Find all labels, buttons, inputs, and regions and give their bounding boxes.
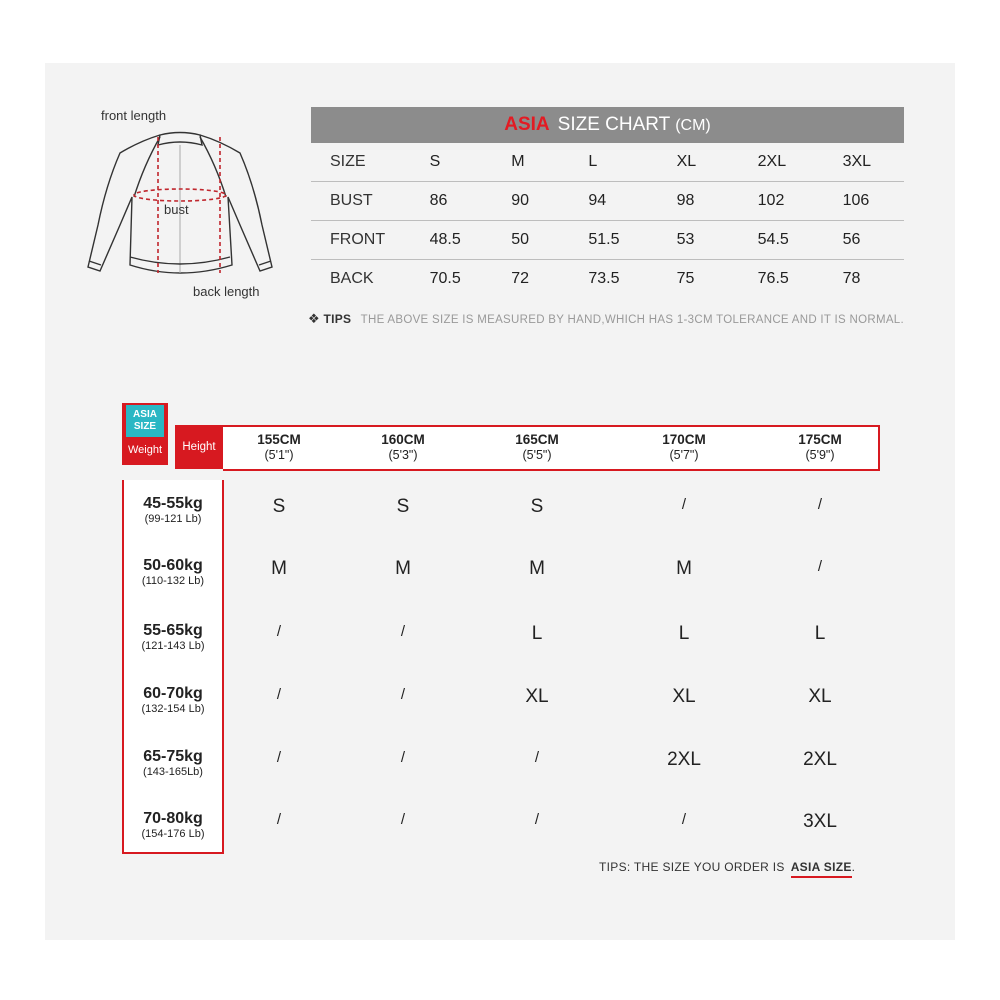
size-chart-row-label: BACK [330, 270, 374, 287]
size-chart-cell: 73.5 [588, 270, 620, 287]
size-chart-cell: 106 [825, 182, 904, 221]
size-grid-cell: / [817, 496, 823, 513]
height-header-cell [348, 432, 458, 462]
size-grid-cell: / [400, 811, 406, 828]
weight-kg: 65-75kg [143, 748, 203, 765]
size-grid-cell: L [531, 623, 543, 644]
weight-lb: (132-154 Lb) [141, 703, 205, 715]
size-grid-cell: / [276, 623, 282, 640]
height-label: Height [175, 425, 223, 469]
size-chart-cell: 78 [842, 270, 861, 287]
height-header-cell [629, 432, 739, 462]
jacket-diagram [80, 105, 280, 305]
order-tips-prefix: TIPS: THE SIZE YOU ORDER IS [599, 860, 785, 874]
title-asia: ASIA [504, 114, 550, 135]
weight-kg: 50-60kg [143, 557, 203, 574]
weight-row-label [124, 810, 222, 841]
size-chart-cell: 56 [825, 221, 904, 260]
size-chart-title [311, 107, 904, 143]
height-header-cell [482, 432, 592, 462]
size-grid-cell: S [396, 496, 410, 517]
size-grid-cell: XL [808, 686, 832, 707]
size-grid-cell: / [534, 749, 540, 766]
size-chart-cell: 86 [412, 182, 494, 221]
size-chart-cell: L [570, 143, 658, 182]
size-grid-cell: / [681, 811, 687, 828]
weight-row-label [124, 495, 222, 526]
size-grid-cell: / [400, 686, 406, 703]
weight-row-label [124, 557, 222, 588]
weight-lb: (121-143 Lb) [141, 640, 205, 652]
size-chart-cell: 53 [659, 221, 740, 260]
size-grid-cell: / [276, 811, 282, 828]
weight-kg: 60-70kg [143, 685, 203, 702]
weight-lb: (99-121 Lb) [144, 513, 202, 525]
size-grid-cell: 2XL [803, 749, 837, 770]
weight-kg: 55-65kg [143, 622, 203, 639]
size-chart-cell: 2XL [740, 143, 825, 182]
size-chart-row [311, 221, 904, 260]
weight-row-label [124, 685, 222, 716]
height-ft: (5'3") [388, 448, 418, 462]
weight-lb: (154-176 Lb) [141, 828, 205, 840]
size-chart-row-label: SIZE [311, 143, 412, 182]
size-chart-cell: 90 [493, 182, 570, 221]
badge-line2: SIZE [133, 421, 157, 432]
size-chart-cell: 102 [740, 182, 825, 221]
size-grid-cell: / [400, 623, 406, 640]
size-chart-cell: XL [659, 143, 740, 182]
size-grid-cell: M [676, 558, 692, 579]
size-chart-cell: 50 [493, 221, 570, 260]
size-grid-cell: / [400, 749, 406, 766]
height-cm: 170CM [662, 432, 706, 447]
size-grid-cell: / [817, 558, 823, 575]
size-grid-cell: / [534, 811, 540, 828]
size-grid-cell: / [276, 749, 282, 766]
weight-label: Weight [127, 444, 163, 456]
size-chart-cell: 54.5 [740, 221, 825, 260]
size-grid-cell: S [530, 496, 544, 517]
size-chart-cell: M [493, 143, 570, 182]
height-ft: (5'1") [264, 448, 294, 462]
size-grid-cell: S [272, 496, 286, 517]
size-chart-cell: S [412, 143, 494, 182]
weight-lb: (143-165Lb) [143, 766, 203, 778]
front-length-label: front length [101, 108, 167, 123]
height-cm: 160CM [381, 432, 425, 447]
badge-line1: ASIA [133, 409, 157, 420]
order-tips [599, 860, 855, 874]
size-chart-row [311, 260, 904, 299]
height-header-cell [224, 432, 334, 462]
size-chart-row-label: BUST [311, 182, 412, 221]
weight-kg: 45-55kg [143, 495, 203, 512]
weight-row-label [124, 622, 222, 653]
link-icon: ❖ [308, 311, 320, 326]
size-chart-cell: 98 [659, 182, 740, 221]
weight-kg: 70-80kg [143, 810, 203, 827]
height-ft: (5'7") [669, 448, 699, 462]
weight-lb: (110-132 Lb) [141, 575, 205, 587]
size-chart-cell: 51.5 [570, 221, 658, 260]
size-chart-table [311, 143, 904, 298]
asia-size-badge [122, 403, 168, 465]
size-chart-row-label: FRONT [311, 221, 412, 260]
size-grid-cell: L [814, 623, 826, 644]
height-cm: 175CM [798, 432, 842, 447]
asia-size-tag [126, 405, 164, 437]
size-chart-cell: 70.5 [429, 270, 461, 287]
tips-word: TIPS [323, 312, 352, 326]
size-grid-cell: XL [525, 686, 549, 707]
size-chart-cell: 3XL [825, 143, 904, 182]
size-grid-cell: XL [672, 686, 696, 707]
size-grid-cell: / [681, 496, 687, 513]
size-chart-cell: 76.5 [757, 270, 789, 287]
tips-text: THE ABOVE SIZE IS MEASURED BY HAND,WHICH HAS 1-3CM TOLERANCE AND IT IS NORMAL. [360, 314, 904, 326]
size-chart-cell: 72 [511, 270, 530, 287]
size-grid-cell: 2XL [667, 749, 701, 770]
size-grid-cell: M [395, 558, 411, 579]
size-grid-cell: M [271, 558, 287, 579]
height-header-row [223, 425, 880, 471]
size-chart-row [311, 182, 904, 221]
height-ft: (5'5") [522, 448, 552, 462]
title-unit: (CM) [675, 117, 711, 134]
height-cm: 165CM [515, 432, 559, 447]
weight-row-label [124, 748, 222, 779]
size-grid-cell: M [529, 558, 545, 579]
bust-label: bust [164, 202, 189, 217]
size-grid-cell: 3XL [803, 811, 837, 832]
height-header-cell [765, 432, 875, 462]
size-chart-cell: 94 [570, 182, 658, 221]
order-tips-highlight: ASIA SIZE [791, 860, 852, 878]
back-length-label: back length [193, 284, 260, 299]
size-chart-cell: 75 [676, 270, 695, 287]
weight-column [122, 480, 224, 854]
height-cm: 155CM [257, 432, 301, 447]
size-chart-row [311, 143, 904, 182]
size-chart-cell: 48.5 [412, 221, 494, 260]
size-grid-cell: L [678, 623, 690, 644]
size-grid-cell: / [276, 686, 282, 703]
measurement-tips [308, 311, 904, 327]
order-tips-suffix: . [851, 860, 856, 874]
title-main: SIZE CHART [557, 114, 670, 135]
height-ft: (5'9") [805, 448, 835, 462]
